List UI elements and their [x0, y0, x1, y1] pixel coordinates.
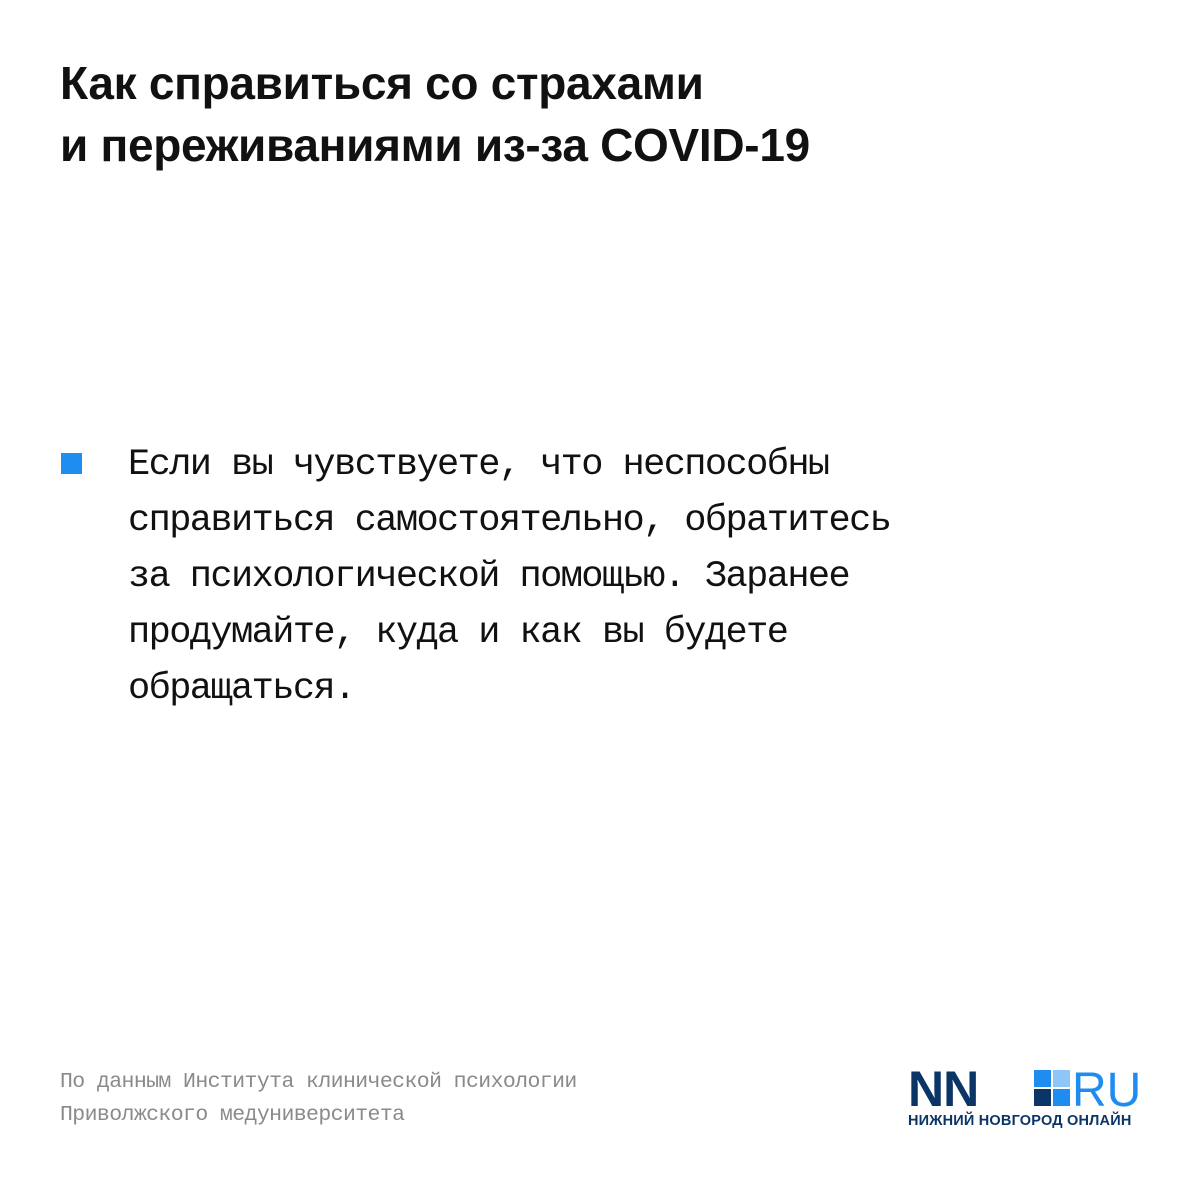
- logo-wordmark-left: NN: [908, 1064, 979, 1117]
- bullet-square-icon: [61, 453, 82, 474]
- advice-line: за психологической помощью. Заранее: [128, 556, 850, 598]
- source-line-1: По данным Института клинической психологии: [60, 1070, 577, 1094]
- advice-line: продумайте, куда и как вы будете: [128, 612, 788, 654]
- source-note: [60, 1066, 577, 1132]
- source-line-2: Приволжского медуниверситета: [60, 1103, 405, 1127]
- logo-squares-icon: [1034, 1070, 1070, 1106]
- advice-line: Если вы чувствуете, что неспособны: [128, 444, 829, 486]
- title-line-1: Как справиться со страхами: [60, 57, 704, 109]
- advice-line: обращаться.: [128, 668, 355, 710]
- advice-text: [128, 437, 1068, 717]
- logo-tagline: НИЖНИЙ НОВГОРОД ОНЛАЙН: [908, 1113, 1132, 1129]
- page-title: [60, 52, 1060, 176]
- logo-wordmark-right: RU: [1072, 1064, 1142, 1117]
- title-line-2: и переживаниями из-за COVID-19: [60, 119, 810, 171]
- advice-line: справиться самостоятельно, обратитесь: [128, 500, 891, 542]
